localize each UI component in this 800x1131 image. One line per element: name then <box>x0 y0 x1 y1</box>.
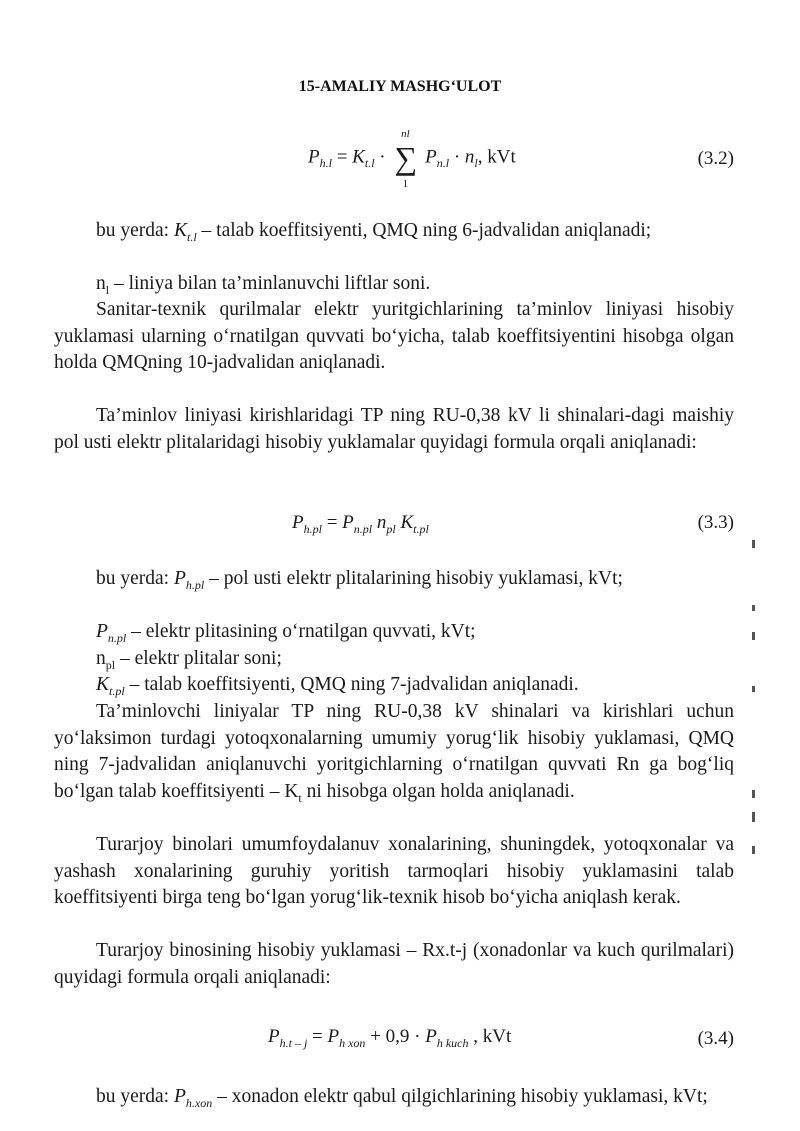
equation-number: (3.4) <box>697 1028 734 1049</box>
paragraph: Turarjoy binolari umumfoydalanuv xonalarining, shuningdek, yotoqxonalar va yashash xonalarining guruhiy yoritish tarmoqlari hisobiy yuklamasini talab koeffitsiyenti birga teng bo‘lgan yorug‘lik-texnik hisob bo‘yicha aniqlash kerak. <box>54 834 734 908</box>
scan-edge-mark <box>752 686 755 692</box>
paragraph: $n_l$ – liniya bilan ta’minlanuvchi liftlar soni. <box>96 273 431 297</box>
paragraph: $K_{t.pl}$ – talab koeffitsiyenti, QMQ ning 7-jadvalidan aniqlanadi. <box>96 674 579 698</box>
equation-number: (3.3) <box>697 512 734 533</box>
formula-3-2: $P_{h.l} = K_{t.l}$ · nl ∑ 1 $P_{n.l} \cdot n_l$, kVt (3.2) <box>308 128 734 190</box>
paragraph: Ta’minlov liniyasi kirishlaridagi TP ning RU-0,38 kV li shinalari-dagi maishiy pol usti elektr plitalaridagi hisobiy yuklamalar quyidagi formula orqali aniqlanadi: <box>54 405 734 453</box>
scan-edge-mark <box>752 605 755 611</box>
sum-sign: nl ∑ 1 <box>394 128 418 190</box>
paragraph: bu yerda: $P_{h.pl}$ – pol usti elektr plitalarining hisobiy yuklamasi, kVt; <box>96 568 623 592</box>
scan-edge-mark <box>752 790 755 798</box>
paragraph: Sanitar-texnik qurilmalar elektr yuritgichlarining ta’minlov liniyasi hisobiy yuklamasi ularning o‘rnatilgan quvvati bo‘yicha, talab koeffitsiyentini hisobga olgan holda QMQning 10-jadvalidan aniqlanadi. <box>54 299 734 373</box>
formula-3-3: $P_{h.pl} = P_{n.pl}$ $n_{pl}$ $K_{t.pl}$ (3.3) <box>292 512 734 536</box>
formula-3-4: $P_{h.t - j} = P_{h xon} + 0,9 \cdot P_{h kuch}$ , kVt (3.4) <box>268 1026 734 1050</box>
paragraph: bu yerda: $P_{h.xon}$ – xonadon elektr qabul qilgichlarining hisobiy yuklamasi, kVt; <box>96 1086 708 1110</box>
equation-number: (3.2) <box>697 148 734 169</box>
paragraph: Turarjoy binosining hisobiy yuklamasi – Rx.t-j (xonadonlar va kuch qurilmalari) quyidagi formula orqali aniqlanadi: <box>54 940 734 988</box>
paragraph: $P_{n.pl}$ – elektr plitasining o‘rnatilgan quvvati, kVt; <box>96 621 476 645</box>
paragraph: $n_{pl}$ – elektr plitalar soni; <box>96 648 282 672</box>
scan-edge-mark <box>752 812 755 822</box>
paragraph: bu yerda: $K_{t.l}$ – talab koeffitsiyenti, QMQ ning 6-jadvalidan aniqlanadi; <box>96 220 652 244</box>
formula-symbol: P <box>308 146 320 168</box>
scan-edge-mark <box>752 540 755 548</box>
scan-edge-mark <box>752 846 755 854</box>
scan-edge-mark <box>752 632 755 640</box>
paragraph: Ta’minlovchi liniyalar TP ning RU-0,38 kV shinalari va kirishlari uchun yo‘laksimon turdagi yotoqxonalarning umumiy yorug‘lik hisobiy yuklamasi, QMQ ning 7-jadvalidan aniqlanuvchi yoritgichlarning o‘rnatilgan quvvati Rn ga bog‘liq bo‘lgan talab koeffitsiyenti – $K_t$ ni hisobga olgan holda aniqlanadi. <box>54 701 734 805</box>
page-title: 15-AMALIY MASHG‘ULOT <box>298 78 502 95</box>
